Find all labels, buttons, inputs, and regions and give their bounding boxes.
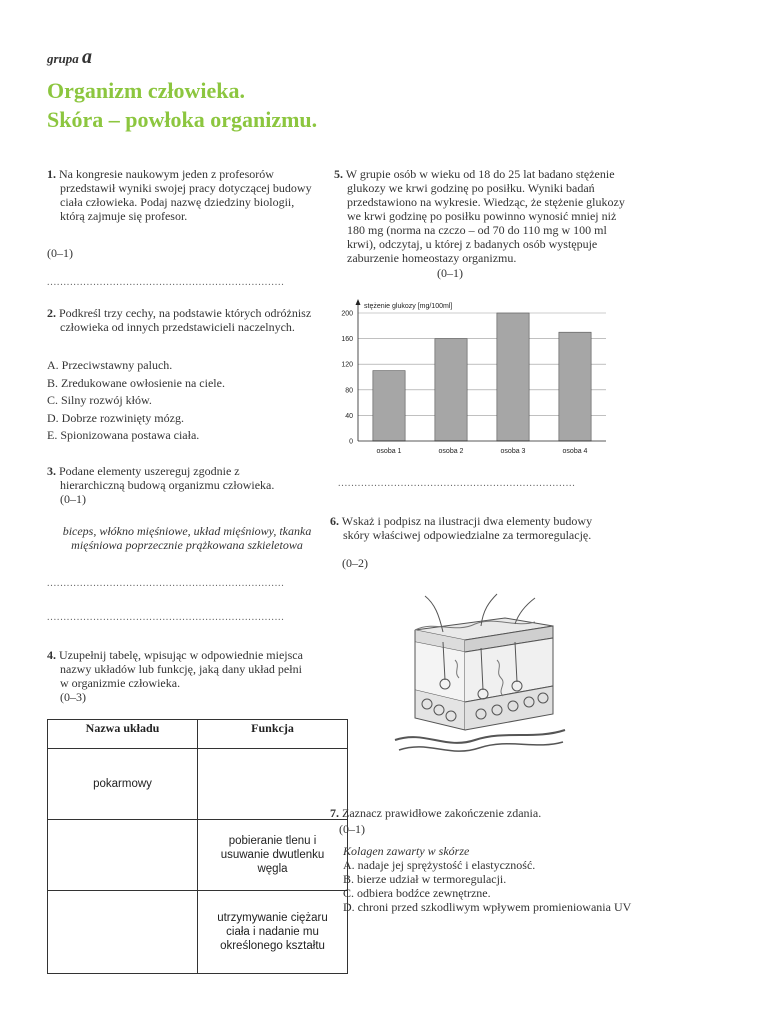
question-2 [47,306,317,334]
question-5-number: 5. [334,167,343,181]
question-1-body: Na kongresie naukowym jeden z profesorów przedstawił wyniki swojej pracy dotyczącej budowy ciała człowieka. Podaj nazwę dziedziny biologii, którą zajmuje się profesor. [59,167,312,223]
question-3-number: 3. [47,464,56,478]
table-row [48,820,348,891]
group-label [47,46,93,68]
question-2-option-b[interactable]: B. Zredukowane owłosienie na ciele. [47,375,225,390]
question-6-number: 6. [330,514,339,528]
question-5-text [334,167,634,265]
skin-cross-section-illustration[interactable] [385,590,575,762]
question-7-number: 7. [330,806,339,820]
chart-x-tick-label: osoba 4 [562,448,588,455]
question-4-text [47,648,309,704]
table-cell-system[interactable] [48,820,198,891]
question-6-text [330,514,620,542]
table-cell-system[interactable] [48,891,198,974]
chart-bar [559,332,591,441]
question-4-number: 4. [47,648,56,662]
table-cell-system[interactable]: pokarmowy [48,749,198,820]
question-4 [47,648,309,704]
question-7 [330,806,630,836]
question-2-options [47,358,225,446]
chart-y-tick-label: 200 [341,310,353,318]
question-1-points: (0–1) [47,246,73,260]
question-1 [47,167,317,223]
question-6-points: (0–2) [342,556,368,570]
question-3-points: (0–1) [60,492,86,506]
chart-y-axis-label: stężenie glukozy [mg/100ml] [364,303,453,310]
table-cell-function[interactable]: pobieranie tlenu i usuwanie dwutlenku węgla [198,820,348,891]
table-row [48,891,348,974]
question-4-table [47,719,348,974]
group-label-text: grupa [47,51,79,66]
table-header-function: Funkcja [198,720,348,749]
page-title [47,76,317,134]
question-7-choices [343,844,633,914]
group-letter: a [82,46,93,68]
chart-x-tick-label: osoba 2 [438,448,464,455]
question-5-points: (0–1) [437,266,463,280]
question-3-answer-line-1[interactable]: ........................................................................ [47,578,285,589]
page-title-line-2: Skóra – powłoka organizmu. [47,107,318,132]
question-1-answer-line[interactable]: ........................................................................ [47,277,285,288]
question-5 [334,167,634,265]
table-cell-function[interactable]: utrzymywanie ciężaru ciała i nadanie mu określonego kształtu [198,891,348,974]
chart-y-tick-label: 160 [341,336,353,344]
question-3-answer-line-2[interactable]: ........................................................................ [47,612,285,623]
question-3 [47,464,297,506]
page-title-line-1: Organizm człowieka. [47,78,245,103]
question-7-text [330,806,630,820]
question-7-body: Zaznacz prawidłowe zakończenie zdania. [342,806,542,820]
table-row [48,749,348,820]
chart-x-tick-label: osoba 1 [376,448,402,455]
question-2-text [47,306,317,334]
question-7-option-b[interactable]: B. bierze udział w termoregulacji. [343,872,507,886]
chart-y-axis-arrow [356,299,361,305]
chart-y-tick-label: 40 [345,412,353,420]
question-2-option-d[interactable]: D. Dobrze rozwinięty mózg. [47,410,184,425]
chart-bar [497,313,529,441]
question-5-answer-line[interactable]: ........................................................................ [338,478,576,489]
question-7-option-d[interactable]: D. chroni przed szkodliwym wpływem promieniowania UV [343,900,632,914]
chart-x-tick-labels [377,448,588,455]
question-1-number: 1. [47,167,56,181]
question-5-body: W grupie osób w wieku od 18 do 25 lat badano stężenie glukozy we krwi godzinę po posiłku. Wyniki badań przedstawiono na wykresie. Wiedząc, że stężenie glukozy we krwi godzinę po posiłku powinno wynosić mniej niż 180 mg (norma na czczo – od 70 do 110 mg w 100 ml krwi), odczytaj, u której z badanych osób występuje zaburzenie homeostazy organizmu. [345,167,625,265]
chart-x-tick-label: osoba 3 [500,448,526,455]
chart-bar [435,339,467,441]
chart-y-tick-label: 0 [349,438,353,446]
question-3-elements: biceps, włókno mięśniowe, układ mięśniowy, tkanka mięśniowa poprzecznie prążkowana szkieletowa [62,524,312,552]
question-6 [330,514,620,542]
table-cell-function[interactable] [198,749,348,820]
chart-y-tick-label: 120 [341,361,353,369]
glucose-bar-chart [326,292,616,464]
table-header-row [48,720,348,749]
question-2-body: Podkreśl trzy cechy, na podstawie których odróżnisz człowieka od innych przedstawicieli naczelnych. [59,306,312,334]
question-3-body: Podane elementy uszereguj zgodnie z hierarchiczną budową organizmu człowieka. [59,464,275,492]
question-7-points: (0–1) [339,822,365,836]
chart-y-tick-labels [341,311,353,446]
chart-y-tick-label: 80 [345,387,353,395]
table-header-system-name: Nazwa układu [48,720,198,749]
question-7-option-a[interactable]: A. nadaje jej sprężystość i elastyczność. [343,858,536,872]
chart-bars [373,313,591,441]
question-3-text [47,464,297,506]
question-2-option-a[interactable]: A. Przeciwstawny paluch. [47,358,173,372]
question-2-option-e[interactable]: E. Spionizowana postawa ciała. [47,428,200,442]
question-1-text [47,167,317,223]
question-4-points: (0–3) [60,690,86,704]
question-2-option-c[interactable]: C. Silny rozwój kłów. [47,393,152,407]
chart-bar [373,371,405,441]
question-6-body: Wskaż i podpisz na ilustracji dwa elementy budowy skóry właściwej odpowiedzialne za termoregulację. [341,514,593,542]
question-4-body: Uzupełnij tabelę, wpisując w odpowiednie miejsca nazwy układów lub funkcję, jaką dany układ pełni w organizmie człowieka. [59,648,303,690]
question-7-stem: Kolagen zawarty w skórze [343,844,470,858]
question-2-number: 2. [47,306,56,320]
question-7-option-c[interactable]: C. odbiera bodźce zewnętrzne. [343,886,491,900]
